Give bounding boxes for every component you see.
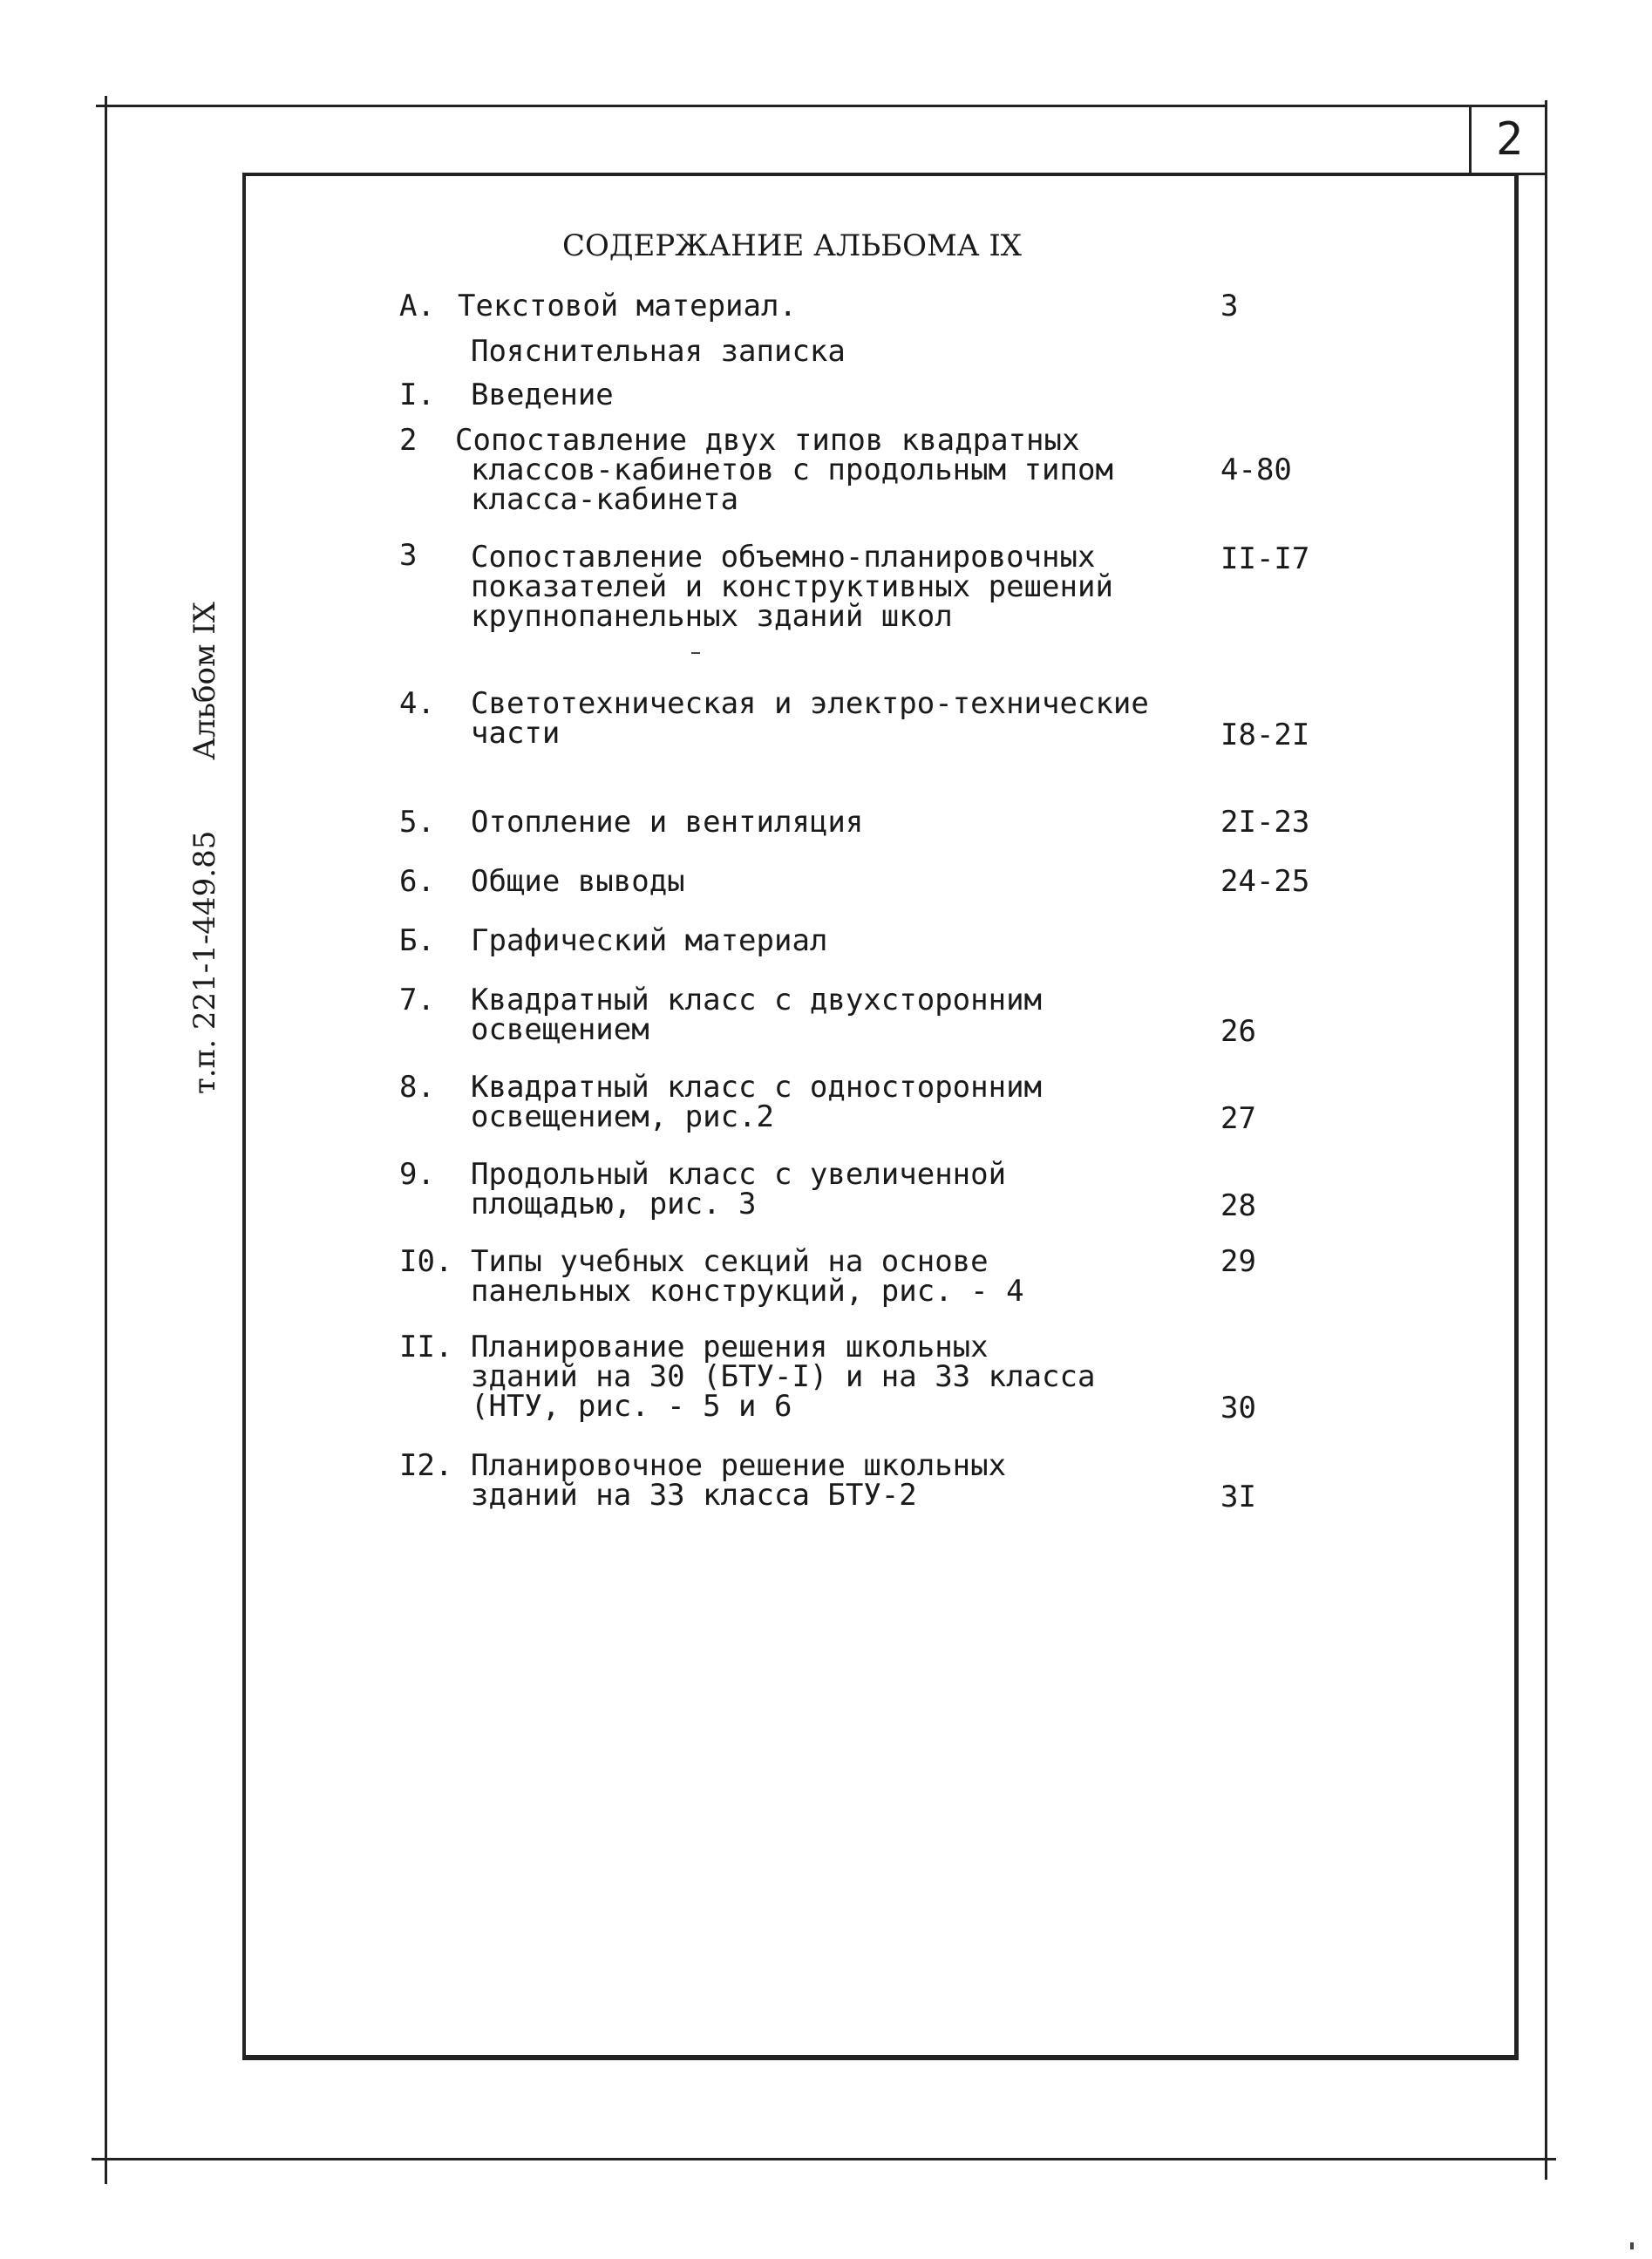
entry-text: классов-кабинетов с продольным типом (471, 452, 1113, 487)
entry-page: 4-80 (1220, 452, 1292, 487)
sheet-number-box (1469, 106, 1547, 175)
entry-text: (НТУ, рис. - 5 и 6 (471, 1389, 792, 1424)
entry-number: 9. (399, 1157, 435, 1192)
sheet-right-line (1545, 100, 1547, 2180)
stray-mark (691, 652, 700, 654)
entry-text: Планировочное решение школьных (471, 1448, 1007, 1483)
entry-page: 29 (1220, 1244, 1256, 1279)
entry-text: Планирование решения школьных (471, 1330, 989, 1364)
entry-text: Текстовой материал. (458, 289, 797, 323)
entry-number: 6. (399, 864, 435, 899)
entry-number: А. (399, 289, 435, 323)
entry-text: Сопоставление двух типов квадратных (455, 423, 1080, 458)
entry-text: зданий на 33 класса БТУ-2 (471, 1478, 917, 1513)
page-title: СОДЕРЖАНИЕ АЛЬБОМА IX (562, 228, 1022, 263)
entry-number: 4. (399, 686, 435, 721)
entry-text: Пояснительная записка (471, 334, 846, 369)
entry-text: панельных конструкций, рис. - 4 (471, 1274, 1024, 1309)
entry-text: части (471, 716, 561, 751)
entry-text: Отопление и вентиляция (471, 805, 864, 840)
entry-page: 3 (1220, 289, 1239, 323)
entry-page: II-I7 (1220, 541, 1310, 576)
sheet-left-line (105, 96, 107, 2184)
entry-page: 24-25 (1220, 864, 1310, 899)
entry-text: освещением (471, 1012, 649, 1047)
entry-text: Квадратный класс с двухсторонним (471, 983, 1043, 1017)
entry-text: крупнопанельных зданий школ (471, 599, 953, 634)
corner-mark (1630, 2242, 1634, 2249)
entry-page: 27 (1220, 1101, 1256, 1136)
entry-page: 26 (1220, 1014, 1256, 1049)
entry-page: 28 (1220, 1188, 1256, 1223)
entry-number: 7. (399, 983, 435, 1017)
entry-text: Общие выводы (471, 864, 685, 899)
entry-text: площадью, рис. 3 (471, 1187, 757, 1221)
entry-number: I0. (399, 1244, 453, 1279)
entry-text: Графический материал (471, 923, 828, 958)
side-label (187, 602, 222, 1094)
entry-number: 3 (399, 538, 418, 573)
entry-page: 3I (1220, 1480, 1256, 1514)
entry-page: I8-2I (1220, 718, 1310, 752)
entry-text: класса-кабинета (471, 482, 739, 517)
entry-number: 5. (399, 805, 435, 840)
entry-text: Светотехническая и электро-технические (471, 686, 1149, 721)
sheet-bottom-line (92, 2158, 1556, 2160)
entry-page: 2I-23 (1220, 805, 1310, 840)
entry-text: Типы учебных секций на основе (471, 1244, 989, 1279)
album-label: Альбом IX (187, 602, 222, 760)
entry-text: Введение (471, 378, 614, 412)
entry-text: Продольный класс с увеличенной (471, 1157, 1007, 1192)
entry-text: показателей и конструктивных решений (471, 569, 1113, 604)
project-code: т.п. 221-1-449.85 (187, 830, 222, 1094)
entry-text: Квадратный класс с односторонним (471, 1070, 1043, 1105)
entry-number: 2 (399, 423, 418, 458)
entry-number: II. (399, 1330, 453, 1364)
entry-number: I. (399, 378, 435, 412)
entry-number: I2. (399, 1448, 453, 1483)
entry-page: 30 (1220, 1391, 1256, 1425)
entry-text: освещением, рис.2 (471, 1099, 774, 1134)
sheet-number: 2 (1495, 113, 1524, 166)
entry-number: Б. (399, 923, 435, 958)
entry-text: Сопоставление объемно-планировочных (471, 540, 1096, 575)
entry-number: 8. (399, 1070, 435, 1105)
sheet-top-line (96, 105, 1547, 107)
entry-text: зданий на 30 (БТУ-I) и на 33 класса (471, 1359, 1096, 1394)
